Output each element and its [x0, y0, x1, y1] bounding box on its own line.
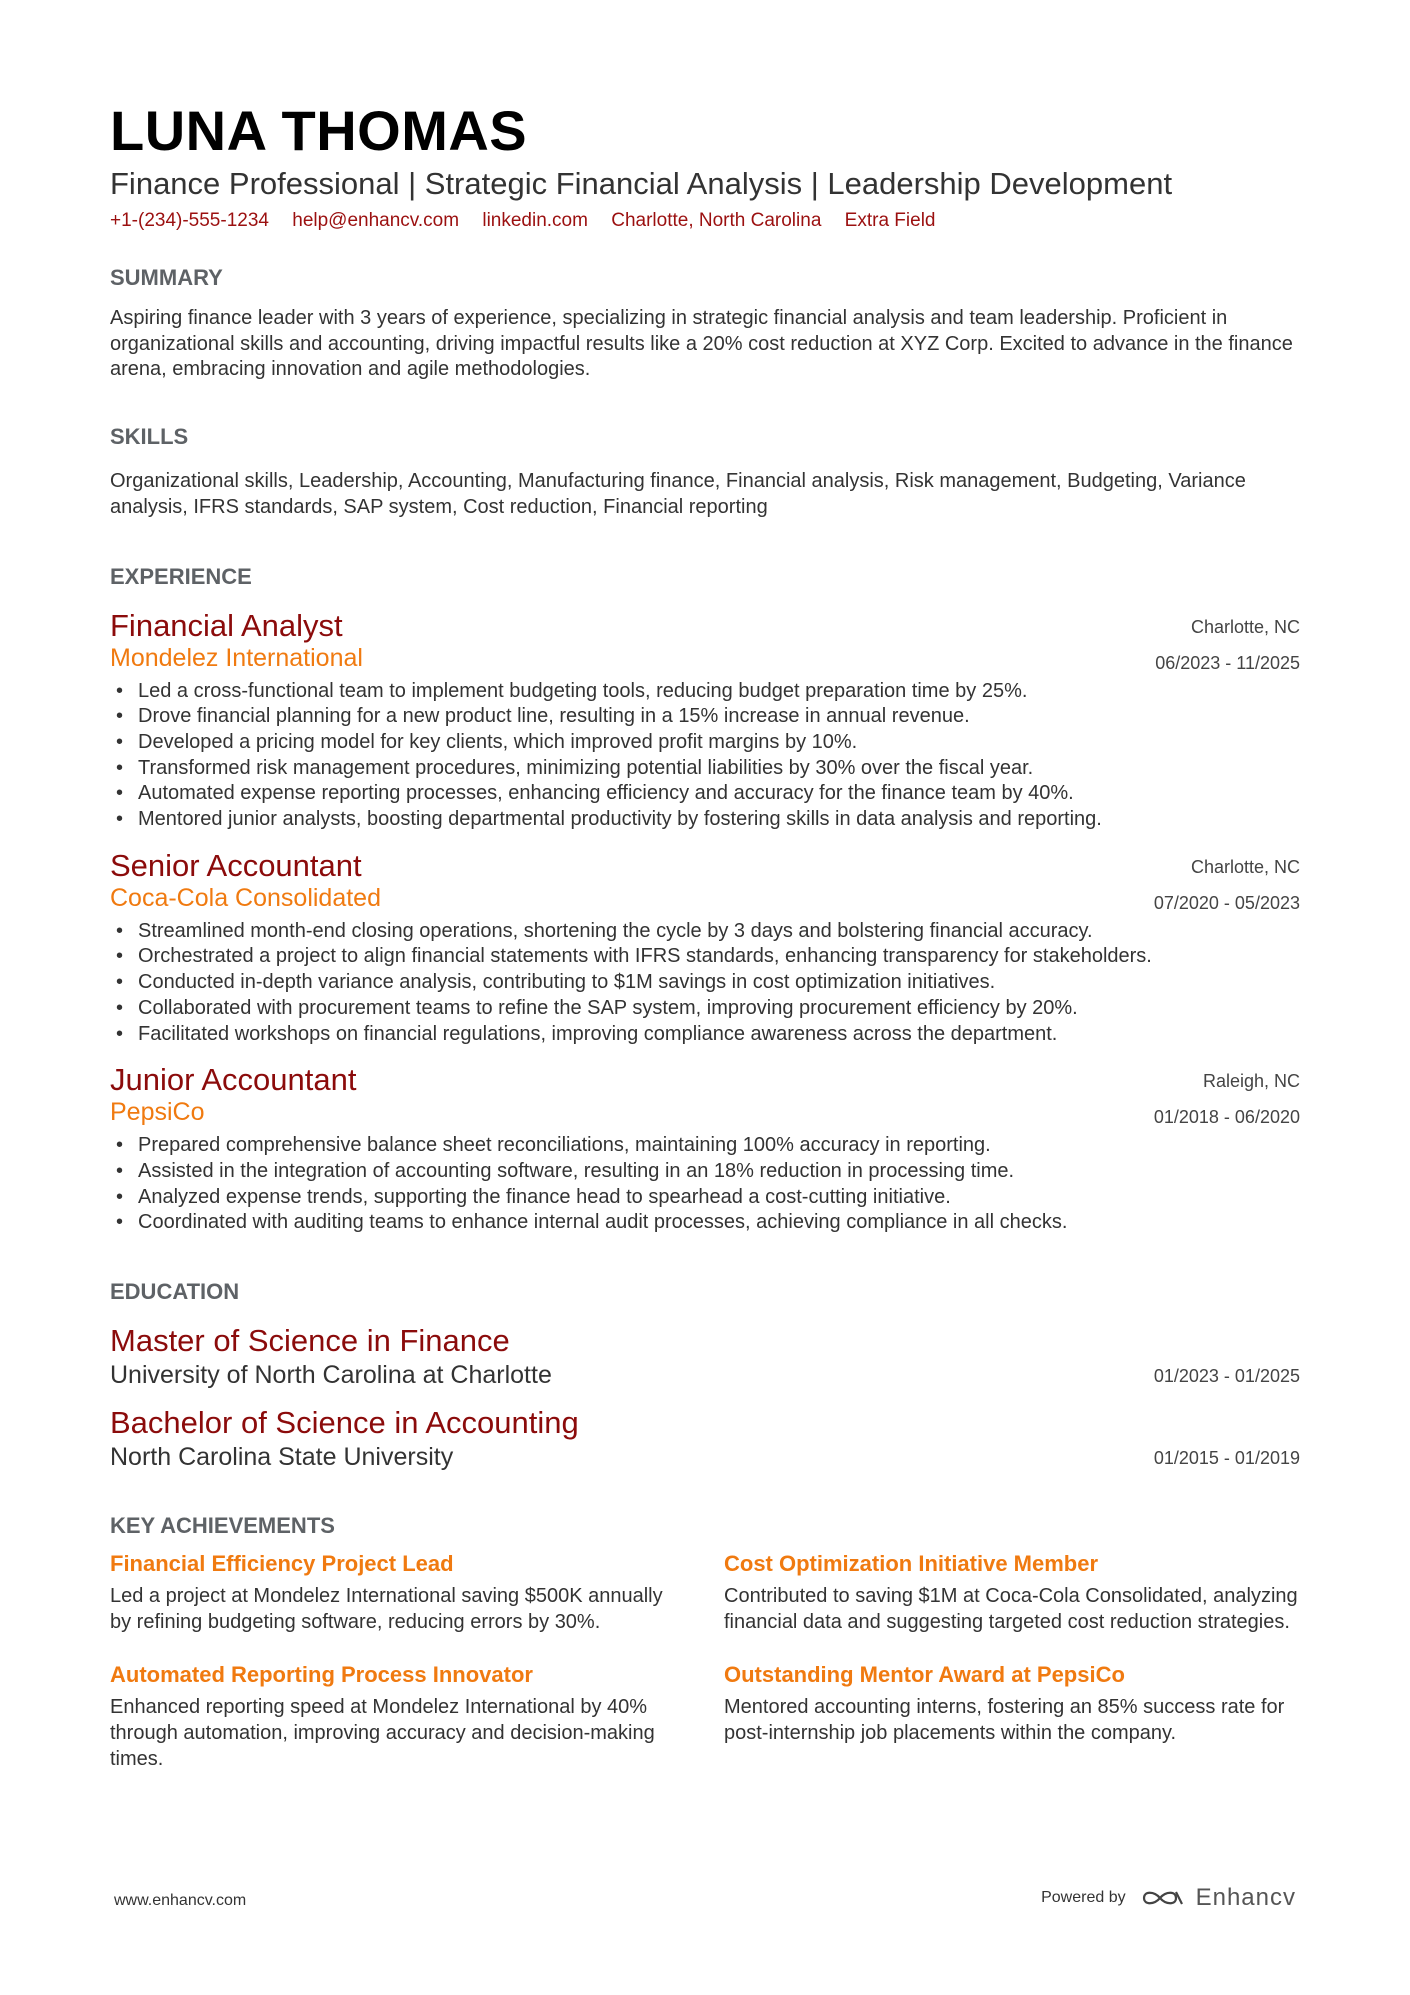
job-company: Mondelez International: [110, 643, 363, 672]
job-entry-financial-analyst: [110, 607, 1300, 833]
education-heading: EDUCATION: [110, 1279, 240, 1305]
job-bullet: • Automated expense reporting processes, enhancing efficiency and accuracy for the finance team by 40%.: [116, 782, 1074, 805]
education-degree: Bachelor of Science in Accounting: [110, 1405, 579, 1441]
job-dates: 07/2020 - 05/2023: [1153, 892, 1300, 913]
achievements-heading: KEY ACHIEVEMENTS: [110, 1513, 335, 1539]
experience-heading: EXPERIENCE: [110, 563, 252, 589]
achievement-description: Mentored accounting interns, fostering an 85% success rate for post-internship job placements within the company.: [724, 1696, 1285, 1745]
job-bullets: [110, 919, 1300, 1048]
job-meta: [1154, 1063, 1300, 1135]
contact-info: [110, 208, 1300, 234]
education-dates: 01/2023 - 01/2025: [1153, 1366, 1300, 1387]
job-dates: 06/2023 - 11/2025: [1155, 652, 1300, 673]
job-bullet: • Led a cross-functional team to implement budgeting tools, reducing budget preparation time by 25%.: [116, 679, 1028, 702]
achievement-item: [724, 1661, 1300, 1772]
job-meta: [1155, 609, 1300, 681]
job-title: Junior Accountant: [110, 1062, 357, 1098]
contact-email[interactable]: help@enhancv.com: [292, 210, 460, 231]
education-dates: 01/2015 - 01/2019: [1153, 1448, 1300, 1469]
job-bullets: [110, 679, 1300, 833]
powered-by-label: Powered by: [1041, 1889, 1126, 1906]
contact-linkedin[interactable]: linkedin.com: [482, 210, 588, 231]
achievement-title: Automated Reporting Process Innovator: [110, 1662, 533, 1688]
job-location: Charlotte, NC: [1190, 856, 1300, 877]
contact-phone[interactable]: +1-(234)-555-1234: [110, 210, 269, 231]
achievement-item: [110, 1661, 686, 1772]
candidate-name: LUNA THOMAS: [110, 99, 528, 162]
job-title: Senior Accountant: [110, 847, 362, 883]
job-bullets: [110, 1133, 1300, 1236]
job-meta: [1154, 849, 1300, 921]
summary-heading: SUMMARY: [110, 265, 223, 290]
page-footer: [114, 1880, 1296, 1920]
achievements-grid: [110, 1550, 1300, 1799]
footer-brand: [1041, 1884, 1296, 1912]
achievement-title: Outstanding Mentor Award at PepsiCo: [724, 1662, 1125, 1688]
education-school: North Carolina State University: [110, 1443, 454, 1472]
job-location: Raleigh, NC: [1202, 1071, 1300, 1092]
skills-heading: SKILLS: [110, 424, 189, 450]
job-bullet: • Collaborated with procurement teams to refine the SAP system, improving procurement efficiency by 20%.: [116, 996, 1078, 1019]
job-bullet: • Facilitated workshops on financial regulations, improving compliance awareness across the department.: [116, 1022, 1058, 1045]
job-bullet: • Assisted in the integration of accounting software, resulting in an 18% reduction in processing time.: [116, 1159, 1015, 1182]
job-bullet: • Drove financial planning for a new product line, resulting in a 15% increase in annual revenue.: [116, 705, 970, 728]
footer-url[interactable]: www.enhancv.com: [114, 1892, 247, 1909]
education-entry: [110, 1322, 1300, 1390]
job-entry-junior-accountant: [110, 1061, 1300, 1236]
enhancv-logo[interactable]: [1140, 1884, 1296, 1912]
summary-text: Aspiring finance leader with 3 years of experience, specializing in strategic financial analysis and team leadership. Proficient in organizational skills and accounting, driving impactful results like a 20% cost reduction at XYZ Corp. Excited to advance in the finance arena, embracing innovation and agile methodologies.: [110, 307, 1293, 381]
job-company: Coca-Cola Consolidated: [110, 883, 381, 912]
job-dates: 01/2018 - 06/2020: [1153, 1107, 1300, 1128]
achievement-item: [724, 1550, 1300, 1635]
job-bullet: • Prepared comprehensive balance sheet reconciliations, maintaining 100% accuracy in reporting.: [116, 1134, 991, 1157]
candidate-tagline: Finance Professional | Strategic Financial Analysis | Leadership Development: [110, 166, 1173, 201]
resume-header: [110, 100, 1300, 234]
education-entry: [110, 1404, 1300, 1472]
job-bullet: • Developed a pricing model for key clients, which improved profit margins by 10%.: [116, 730, 858, 753]
achievement-description: Enhanced reporting speed at Mondelez International by 40% through automation, improving accuracy and decision-making times.: [110, 1696, 655, 1770]
job-entry-senior-accountant: [110, 847, 1300, 1048]
enhancv-logo-icon: [1140, 1886, 1186, 1910]
contact-location: Charlotte, North Carolina: [611, 210, 822, 231]
job-bullet: • Coordinated with auditing teams to enhance internal audit processes, achieving compliance in all checks.: [116, 1211, 1068, 1234]
enhancv-brand-name: Enhancv: [1195, 1884, 1296, 1911]
skills-text: Organizational skills, Leadership, Accounting, Manufacturing finance, Financial analysis, Risk management, Budgeting, Variance analysis, IFRS standards, SAP system, Cost reduction, Financial reporting: [110, 470, 1246, 518]
achievement-description: Led a project at Mondelez International saving $500K annually by refining budgeting software, reducing errors by 30%.: [110, 1585, 663, 1633]
job-location: Charlotte, NC: [1190, 616, 1300, 637]
job-title: Financial Analyst: [110, 607, 343, 643]
job-bullet: • Orchestrated a project to align financial statements with IFRS standards, enhancing transparency for stakeholders.: [116, 945, 1152, 968]
education-degree: Master of Science in Finance: [110, 1323, 510, 1359]
achievement-title: Cost Optimization Initiative Member: [724, 1551, 1099, 1577]
job-bullet: • Mentored junior analysts, boosting departmental productivity by fostering skills in data analysis and reporting.: [116, 808, 1102, 831]
contact-extra-field: Extra Field: [844, 210, 936, 231]
education-school: University of North Carolina at Charlotte: [110, 1361, 552, 1390]
achievement-title: Financial Efficiency Project Lead: [110, 1551, 454, 1577]
job-bullet: • Streamlined month-end closing operations, shortening the cycle by 3 days and bolstering financial accuracy.: [116, 919, 1093, 942]
job-bullet: • Transformed risk management procedures, minimizing potential liabilities by 30% over the fiscal year.: [116, 756, 1034, 779]
job-bullet: • Conducted in-depth variance analysis, contributing to $1M savings in cost optimization initiatives.: [116, 971, 996, 994]
achievement-item: [110, 1550, 686, 1635]
job-company: PepsiCo: [110, 1098, 205, 1127]
job-bullet: • Analyzed expense trends, supporting the finance head to spearhead a cost-cutting initiative.: [116, 1185, 951, 1208]
achievement-description: Contributed to saving $1M at Coca-Cola Consolidated, analyzing financial data and suggesting targeted cost reduction strategies.: [724, 1585, 1298, 1633]
